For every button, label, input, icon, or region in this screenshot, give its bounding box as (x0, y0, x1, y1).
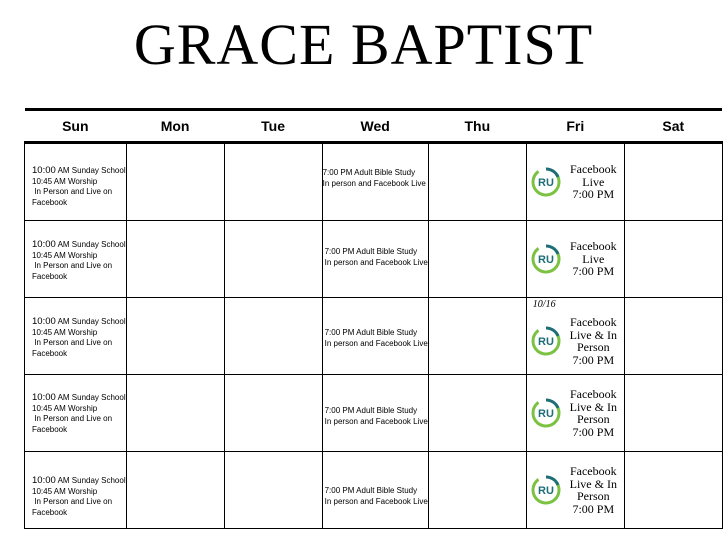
sunday-school-label: AM Sunday School (55, 393, 126, 402)
day-cell-sun (25, 298, 127, 375)
logo-text: RU (537, 485, 554, 497)
friday-event-text (565, 465, 622, 515)
format-line-2: Facebook (32, 424, 68, 434)
week-row (25, 375, 723, 452)
friday-event-text (565, 316, 622, 366)
format-line-2: Facebook (32, 348, 68, 358)
day-cell-sat (624, 452, 722, 529)
day-header-thu: Thu (428, 110, 526, 143)
sunday-school-line (32, 476, 126, 487)
bible-study-format-line: In person and Facebook Live (324, 338, 428, 348)
sunday-school-label: AM Sunday School (55, 240, 126, 249)
worship-line: 10:45 AM Worship (32, 176, 98, 186)
bible-study-line: 7:00 PM Adult Bible Study (324, 406, 418, 415)
format-line-2: Facebook (32, 507, 68, 517)
friday-event-line: 7:00 PM (572, 264, 615, 279)
day-cell-fri (526, 143, 624, 221)
sunday-school-line (32, 166, 126, 177)
logo-text: RU (537, 408, 554, 420)
day-cell-wed (322, 452, 428, 529)
friday-event-line: Person (576, 340, 610, 354)
day-header-sun: Sun (25, 110, 127, 143)
day-cell-mon (126, 375, 224, 452)
logo-text: RU (537, 254, 554, 266)
friday-event (531, 221, 622, 297)
logo-text: RU (537, 177, 554, 189)
day-cell-tue (224, 221, 322, 298)
friday-event-line: 7:00 PM (572, 187, 615, 202)
wednesday-schedule (323, 144, 428, 189)
friday-event-line: Live & In (569, 476, 617, 491)
friday-event (531, 144, 622, 220)
day-cell-sun (25, 143, 127, 221)
ru-logo-icon (531, 398, 561, 428)
sunday-school-label: AM Sunday School (55, 476, 126, 485)
friday-event-line: Facebook (569, 162, 617, 177)
bible-study-line: 7:00 PM Adult Bible Study (324, 328, 418, 337)
day-cell-fri (526, 221, 624, 298)
day-cell-sun (25, 375, 127, 452)
day-header-tue: Tue (224, 110, 322, 143)
day-cell-tue (224, 452, 322, 529)
day-cell-sun (25, 452, 127, 529)
friday-event-line: 7:00 PM (572, 501, 615, 516)
sunday-school-time: 10:00 (32, 165, 56, 176)
day-cell-thu (428, 221, 526, 298)
friday-event-line: 7:00 PM (572, 352, 615, 367)
friday-event-line: Facebook (569, 315, 617, 329)
sunday-school-line (32, 240, 126, 251)
sunday-schedule (25, 144, 126, 208)
logo-text: RU (537, 336, 554, 348)
bible-study-line: 7:00 PM Adult Bible Study (324, 486, 418, 495)
day-cell-thu (428, 298, 526, 375)
ru-logo-icon (531, 167, 561, 197)
day-cell-mon (126, 298, 224, 375)
day-cell-mon (126, 452, 224, 529)
wednesday-schedule (323, 221, 428, 268)
wednesday-schedule (323, 298, 428, 349)
day-cell-fri (526, 452, 624, 529)
sunday-school-time: 10:00 (32, 475, 56, 486)
friday-event-line: Live (582, 174, 605, 189)
day-header-sat: Sat (624, 110, 722, 143)
worship-line: 10:45 AM Worship (32, 403, 98, 413)
day-cell-tue (224, 298, 322, 375)
day-header-wed: Wed (322, 110, 428, 143)
day-cell-sat (624, 221, 722, 298)
day-cell-sun (25, 221, 127, 298)
format-line-2: Facebook (32, 197, 68, 207)
format-line-1: In Person and Live on (32, 187, 113, 196)
sunday-school-line (32, 317, 126, 328)
week-row (25, 143, 723, 221)
bible-study-format-line: In person and Facebook Live (324, 496, 428, 506)
sunday-school-label: AM Sunday School (55, 166, 126, 175)
ru-logo-icon (531, 244, 561, 274)
format-line-1: In Person and Live on (32, 338, 113, 347)
day-cell-sat (624, 143, 722, 221)
friday-event-text (565, 163, 622, 201)
friday-event-line: Facebook (569, 239, 617, 254)
friday-event-text (565, 388, 622, 438)
format-line-1: In Person and Live on (32, 414, 113, 423)
day-cell-thu (428, 452, 526, 529)
calendar-table (24, 108, 723, 529)
day-cell-thu (428, 143, 526, 221)
sunday-school-line (32, 393, 126, 404)
friday-event-line: Facebook (569, 387, 617, 401)
friday-event (531, 452, 622, 528)
day-cell-sat (624, 298, 722, 375)
friday-event-text (565, 240, 622, 278)
day-header-fri: Fri (526, 110, 624, 143)
bible-study-format-line: In person and Facebook Live (324, 257, 428, 267)
page-title: GRACE BAPTIST (133, 12, 594, 77)
sunday-schedule (25, 452, 126, 518)
worship-line: 10:45 AM Worship (32, 486, 98, 496)
day-cell-wed (322, 298, 428, 375)
day-cell-mon (126, 143, 224, 221)
bible-study-format-line: In person and Facebook Live (322, 178, 426, 188)
friday-event-line: 7:00 PM (572, 424, 615, 439)
format-line-1: In Person and Live on (32, 497, 113, 506)
wednesday-schedule (323, 375, 428, 427)
friday-event-line: Live (582, 251, 605, 266)
sunday-school-time: 10:00 (32, 316, 56, 327)
ru-logo-icon (531, 326, 561, 356)
friday-event-line: Person (576, 412, 610, 426)
sunday-school-time: 10:00 (32, 392, 56, 403)
worship-line: 10:45 AM Worship (32, 327, 98, 337)
sunday-schedule (25, 298, 126, 359)
bible-study-line: 7:00 PM Adult Bible Study (322, 168, 416, 177)
format-line-2: Facebook (32, 271, 68, 281)
date-label: 10/16 (532, 299, 556, 310)
sunday-school-label: AM Sunday School (55, 317, 126, 326)
day-cell-fri (526, 298, 624, 375)
day-cell-wed (322, 143, 428, 221)
day-cell-fri (526, 375, 624, 452)
friday-event-line: Facebook (569, 464, 617, 478)
day-cell-mon (126, 221, 224, 298)
day-cell-sat (624, 375, 722, 452)
day-cell-wed (322, 221, 428, 298)
week-row (25, 452, 723, 529)
worship-line: 10:45 AM Worship (32, 250, 98, 260)
wednesday-schedule (323, 452, 428, 507)
friday-event-line: Live & In (569, 327, 617, 342)
day-header-mon: Mon (126, 110, 224, 143)
sunday-schedule (25, 221, 126, 282)
sunday-schedule (25, 375, 126, 435)
bible-study-format-line: In person and Facebook Live (324, 416, 428, 426)
format-line-1: In Person and Live on (32, 261, 113, 270)
sunday-school-time: 10:00 (32, 239, 56, 250)
friday-event-line: Live & In (569, 399, 617, 414)
day-cell-tue (224, 143, 322, 221)
friday-event (531, 375, 622, 451)
day-cell-thu (428, 375, 526, 452)
day-cell-wed (322, 375, 428, 452)
ru-logo-icon (531, 475, 561, 505)
day-header-row (25, 110, 723, 143)
friday-event-line: Person (576, 489, 610, 503)
week-row (25, 221, 723, 298)
day-cell-tue (224, 375, 322, 452)
friday-event (531, 308, 622, 374)
bible-study-line: 7:00 PM Adult Bible Study (324, 247, 418, 256)
week-row (25, 298, 723, 375)
